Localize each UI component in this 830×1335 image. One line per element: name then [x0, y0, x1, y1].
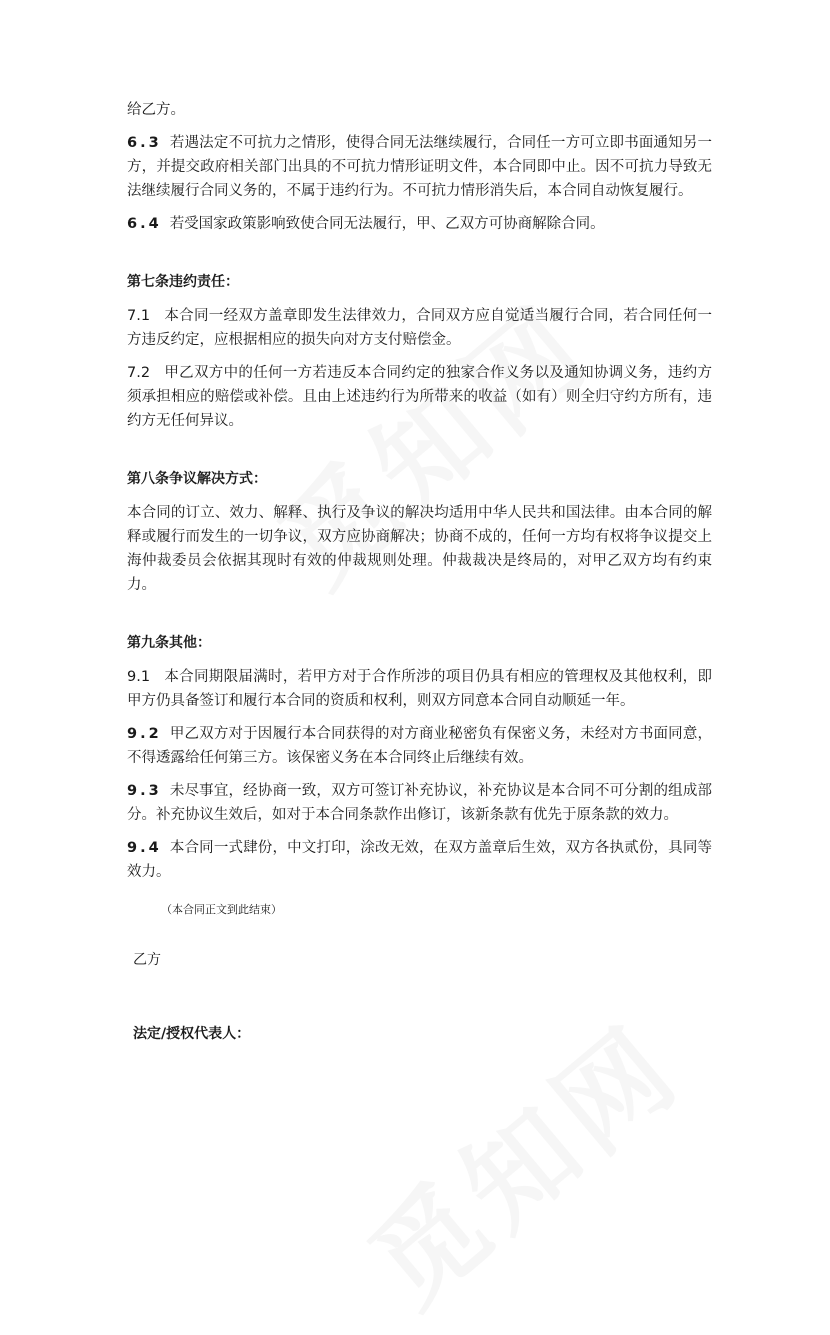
end-note: （本合同正文到此结束）: [161, 903, 282, 916]
representative-label: 法定/授权代表人：: [133, 1026, 251, 1042]
clause-text: 本合同一经双方盖章即发生法律效力，合同双方应自觉适当履行合同，若合同任何一方违反约定，应根据相应的损失向对方支付赔偿金。: [127, 308, 712, 348]
clause-number: 9.2: [127, 726, 162, 742]
section9-heading: 第九条其他：: [127, 635, 211, 651]
clause-number: 9.4: [127, 840, 162, 856]
clause-number: 9.3: [127, 783, 162, 799]
section6-tail-line: 给乙方。: [127, 102, 185, 118]
clause-9-4: [127, 836, 712, 884]
clause-text: 甲乙双方对于因履行本合同获得的对方商业秘密负有保密义务，未经对方书面同意，不得透露给任何第三方。该保密义务在本合同终止后继续有效。: [127, 726, 712, 766]
clause-text: 本合同一式肆份，中文打印，涂改无效，在双方盖章后生效，双方各执贰份，具同等效力。: [127, 840, 712, 880]
party-b-label: 乙方: [133, 952, 161, 968]
clause-number: 7.2: [127, 365, 151, 381]
clause-number: 7.1: [127, 308, 151, 324]
section8-heading: 第八条争议解决方式：: [127, 471, 267, 487]
clause-text: 未尽事宜，经协商一致，双方可签订补充协议，补充协议是本合同不可分割的组成部分。补充协议生效后，如对于本合同条款作出修订，该新条款有优先于原条款的效力。: [127, 783, 712, 823]
clause-9-2: [127, 722, 712, 770]
clause-6-3: [127, 131, 712, 203]
clause-text: 甲乙双方中的任何一方若违反本合同约定的独家合作义务以及通知协调义务，违约方须承担相应的赔偿或补偿。且由上述违约行为所带来的收益（如有）则全归守约方所有，违约方无任何异议。: [127, 365, 712, 429]
clause-text: 本合同期限届满时，若甲方对于合作所涉的项目仍具有相应的管理权及其他权利，即甲方仍具备签订和履行本合同的资质和权利，则双方同意本合同自动顺延一年。: [127, 669, 712, 709]
clause-6-4: [127, 212, 712, 236]
clause-7-1: [127, 304, 712, 352]
clause-7-2: [127, 361, 712, 433]
clause-9-3: [127, 779, 712, 827]
section7-heading: 第七条违约责任：: [127, 274, 239, 290]
clause-number: 6.3: [127, 135, 162, 151]
contract-body: [127, 98, 712, 1046]
clause-number: 6.4: [127, 216, 162, 232]
section8-text: 本合同的订立、效力、解释、执行及争议的解决均适用中华人民共和国法律。由本合同的解释或履行而发生的一切争议，双方应协商解决；协商不成的，任何一方均有权将争议提交上海仲裁委员会依据其现时有效的仲裁规则处理。仲裁裁决是终局的，对甲乙双方均有约束力。: [127, 505, 712, 593]
clause-text: 若遇法定不可抗力之情形，使得合同无法继续履行，合同任一方可立即书面通知另一方，并提交政府相关部门出具的不可抗力情形证明文件，本合同即中止。因不可抗力导致无法继续履行合同义务的，不属于违约行为。不可抗力情形消失后，本合同自动恢复履行。: [127, 135, 712, 199]
clause-number: 9.1: [127, 669, 151, 685]
clause-9-1: [127, 665, 712, 713]
clause-text: 若受国家政策影响致使合同无法履行，甲、乙双方可协商解除合同。: [169, 216, 605, 232]
